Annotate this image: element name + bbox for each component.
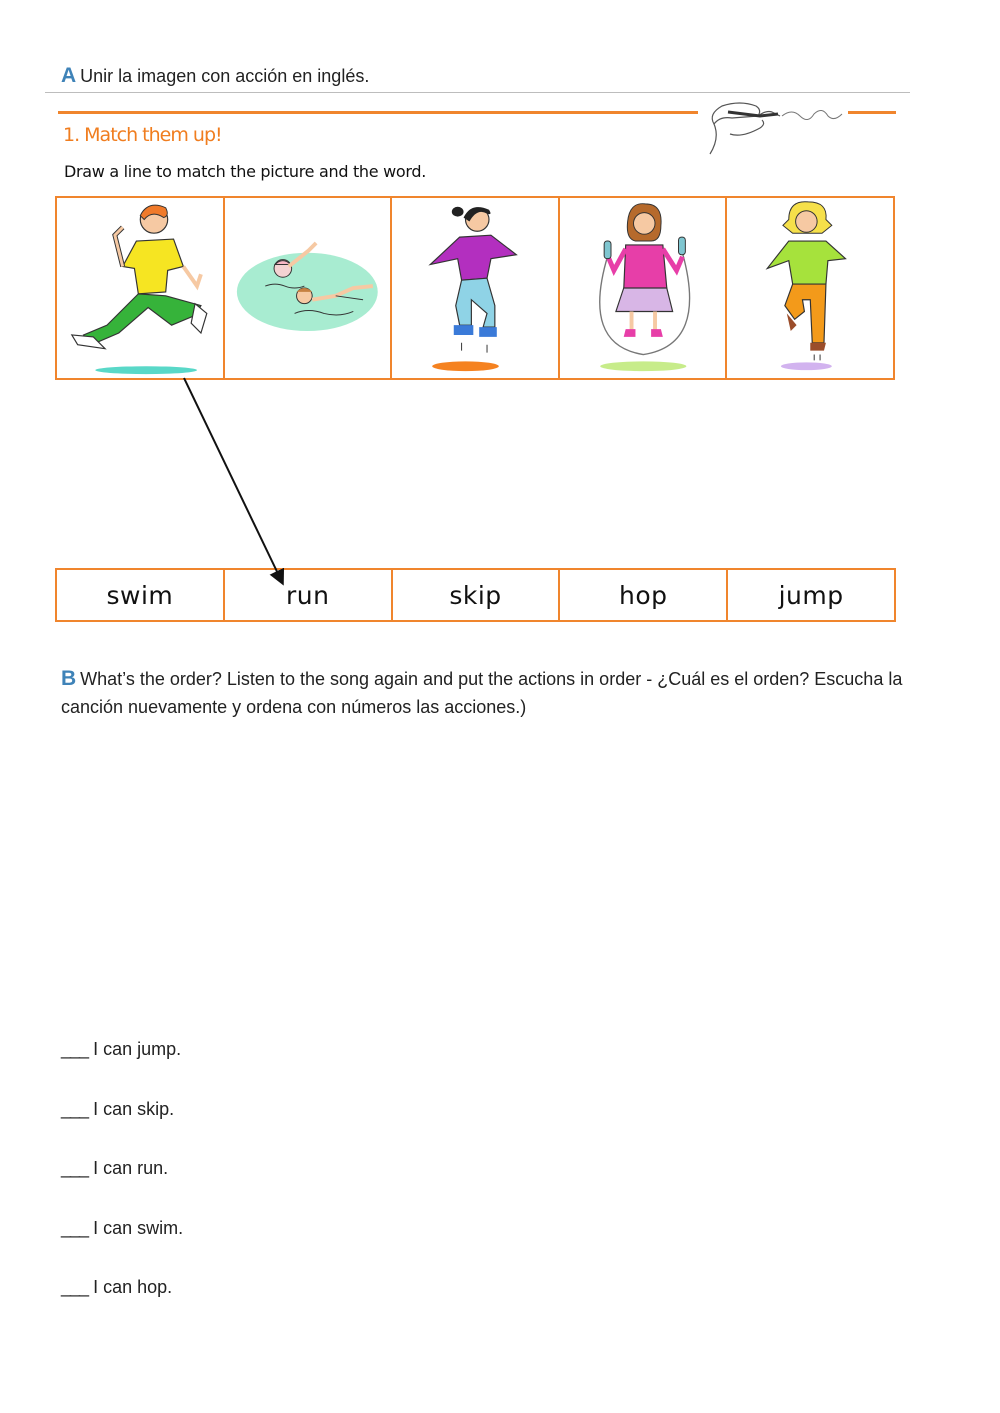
header-rule-right — [848, 111, 896, 114]
order-text: I can skip. — [93, 1098, 175, 1119]
section-b-letter: B — [61, 667, 77, 690]
order-text: I can hop. — [93, 1277, 173, 1298]
picture-cell-skip[interactable] — [560, 198, 728, 378]
jumping-girl-icon — [392, 198, 558, 378]
word-cell-jump[interactable]: jump — [778, 580, 844, 610]
section-b-heading — [61, 664, 931, 721]
list-item — [61, 1096, 183, 1156]
word-cell-skip[interactable]: skip — [393, 570, 561, 620]
list-item — [61, 1155, 183, 1215]
picture-cell-swim[interactable] — [225, 198, 393, 378]
picture-cell-run[interactable] — [57, 198, 225, 378]
order-list — [61, 1036, 183, 1334]
order-text: I can run. — [93, 1158, 169, 1179]
list-item — [61, 1274, 183, 1334]
section-a-heading — [61, 61, 369, 91]
list-item — [61, 1215, 183, 1275]
exercise-instruction: Draw a line to match the picture and the word. — [64, 162, 427, 181]
exercise-title: 1. Match them up! — [63, 124, 222, 146]
order-text: I can swim. — [93, 1217, 184, 1238]
word-cell-run[interactable]: run — [225, 570, 393, 620]
swimmers-icon — [225, 198, 391, 378]
header-rule-left — [58, 111, 698, 114]
order-blank[interactable]: ___ — [61, 1217, 89, 1238]
list-item — [61, 1036, 183, 1096]
hand-writing-icon — [700, 94, 846, 164]
picture-row — [55, 196, 895, 380]
running-boy-icon — [57, 198, 223, 378]
word-cell-swim[interactable]: swim — [57, 570, 225, 620]
section-a-letter: A — [61, 64, 77, 87]
order-blank[interactable]: ___ — [61, 1277, 89, 1298]
divider — [45, 92, 910, 93]
hopping-girl-icon — [727, 198, 893, 378]
word-cell-hop[interactable]: hop — [560, 570, 728, 620]
section-a-text: Unir la imagen con acción en inglés. — [80, 66, 370, 86]
picture-cell-jump[interactable] — [392, 198, 560, 378]
section-b-text: What’s the order? Listen to the song again and put the actions in order - ¿Cuál es el orden? Escucha la canción nuevamente y ordena con números las acciones.) — [61, 669, 903, 718]
word-row — [55, 568, 896, 622]
picture-cell-hop[interactable] — [727, 198, 893, 378]
skipping-rope-girl-icon — [560, 198, 726, 378]
order-blank[interactable]: ___ — [61, 1039, 89, 1059]
order-text: I can jump. — [93, 1039, 182, 1059]
order-blank[interactable]: ___ — [61, 1098, 89, 1119]
order-blank[interactable]: ___ — [61, 1158, 89, 1179]
